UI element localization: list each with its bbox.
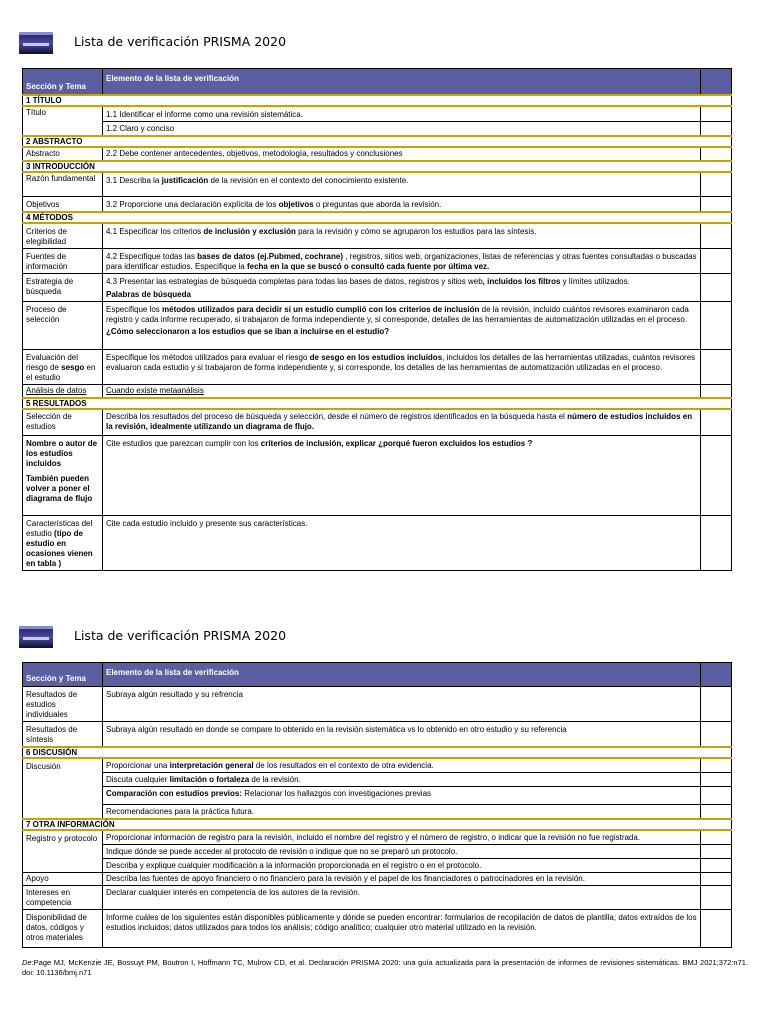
table-row [23,830,732,845]
item-cell [103,758,701,773]
text: Características del estudio [26,518,93,538]
table-row [23,196,732,212]
citation-footer [22,958,748,978]
topic-cell: Discusión [23,758,103,819]
check-cell[interactable] [701,845,732,859]
text: de la revisión. [249,775,301,784]
item-cell [103,350,701,385]
table-row [23,409,732,435]
table-row [23,722,732,748]
bold-text: ¿Cómo seleccionaron a los estudios que se iban a incluirse en el estudio? [106,327,390,336]
check-cell[interactable] [701,274,732,302]
table-row [23,223,732,249]
item-cell [103,409,701,435]
check-cell[interactable] [701,873,732,886]
check-cell[interactable] [701,302,732,350]
topic-cell: Resultados de síntesis [23,722,103,748]
section-title: 4 MÉTODOS [23,212,732,223]
text: 4.1 Especificar los criterios [106,227,204,236]
text: , registros, sitios web, organizaciones, listas de referencias y otras fuentes consultadas o buscadas para identificar estudios. Especifique la [106,252,697,271]
item-cell [103,249,701,274]
table-row [23,773,732,787]
section-row [23,747,732,758]
bold-text: Palabras de búsqueda [106,290,191,299]
topic-cell: Apoyo [23,873,103,886]
topic-cell: Proceso de selección [23,302,103,350]
section-row [23,161,732,172]
bold-text: Comparación con estudios previos: [106,789,243,798]
table-row [23,758,732,773]
bold-text: objetivos [278,199,314,209]
check-cell[interactable] [701,886,732,910]
bold-text: criterios de inclusión, explicar ¿porqué fueron excluidos los estudios ? [260,438,533,448]
checklist-table [22,662,732,948]
item-cell: 2.2 Debe contener antecedentes, objetivos, metodología, resultados y conclusiones [103,147,701,161]
topic-cell: Registro y protocolo [23,830,103,873]
item-cell [103,787,701,805]
citation-text: Page MJ, McKenzie JE, Bossuyt PM, Boutron I, Hoffmann TC, Mulrow CD, et al. Declaración PRISMA 2020: una guía actualizada para la presentación de informes de revisiones sistemáticas. BMJ 2021;372:n71. doi: 10.1136/bmj.n71 [22,958,748,977]
bold-text: bases de datos (ej.Pubmed, cochrane) [197,252,343,261]
text: y límites utilizados. [560,277,630,286]
table-row [23,385,732,399]
bold-text: , incluidos los filtros [482,277,561,286]
text: 4.3 Presentar las estrategias de búsqueda completas para todas las bases de datos, registros y sitios web [106,277,483,286]
bold-text: de inclusión y exclusión [203,227,296,236]
check-cell[interactable] [701,147,732,161]
prisma-logo [19,32,53,54]
text: 3.1 Describa la [106,176,162,185]
item-cell [103,223,701,249]
header-item: Elemento de la lista de verificación [103,663,701,687]
text: en el estudio [26,363,96,382]
item-cell [103,435,701,515]
prisma-logo [19,626,53,648]
table-row [23,147,732,161]
check-cell[interactable] [701,223,732,249]
text: Proporcionar una [106,761,170,770]
table-header-row [23,663,732,687]
item-cell: Cuando existe metaanálisis [103,385,701,399]
table-row [23,910,732,948]
item-cell: Subraya algún resultado y su refrencia [103,687,701,722]
bold-text: de sesgo en los estudios incluidos [309,353,443,362]
text: de los resultados en el contexto de otra evidencia. [253,761,434,770]
item-cell: Describa las fuentes de apoyo financiero o no financiero para la revisión y el papel de los financiadores o patrocinadores en la revisión. [103,873,701,886]
check-cell[interactable] [701,787,732,805]
table-row [23,302,732,350]
check-cell[interactable] [701,805,732,820]
text: 4.2 Especifique todas las [106,252,198,261]
bold-text: fecha en la que se buscó o consultó cada fuente por última vez. [246,262,490,271]
check-cell[interactable] [701,409,732,435]
topic-cell [23,350,103,385]
topic-cell: Objetivos [23,196,103,212]
topic-cell: Fuentes de información [23,249,103,274]
item-cell: Recomendaciones para la práctica futura. [103,805,701,820]
text: Describa los resultados del proceso de búsqueda y selección, desde el número de registros identificados en la búsqueda hasta el [106,412,568,421]
item-cell: 1.2 Claro y conciso [103,122,701,137]
section-row [23,212,732,223]
check-cell[interactable] [701,172,732,196]
page-title: Lista de verificación PRISMA 2020 [74,628,287,643]
header-check [701,69,732,95]
item-cell: Informe cuáles de los siguientes están disponibles públicamente y dónde se pueden encontrar: formularios de recopilación de datos de plantilla; datos extraídos de los estudios incluidos; datos utilizados para todos los análisis; código analítico; cualquier otro material utilizado en la revisión. [103,910,701,948]
topic-cell: Resultados de estudios individuales [23,687,103,722]
section-title: 5 RESULTADOS [23,398,732,409]
check-cell[interactable] [701,435,732,515]
item-cell [103,196,701,212]
check-cell[interactable] [701,773,732,787]
item-cell [103,773,701,787]
table-row [23,350,732,385]
topic-cell: Abstracto [23,147,103,161]
page-header [19,32,719,62]
text: Discuta cualquier [106,775,170,784]
item-cell: Proporcionar información de registro para la revisión, incluido el nombre del registro y el número de registro, o indicar que la revisión no fue registrada. [103,830,701,845]
check-cell[interactable] [701,722,732,748]
check-cell[interactable] [701,830,732,845]
text: o preguntas que aborda la revisión. [313,199,442,209]
bold-text: métodos utilizados para decidir si un estudio cumplió con los criterios de inclusión [162,305,480,314]
check-cell[interactable] [701,515,732,570]
header-item: Elemento de la lista de verificación [103,69,701,95]
topic-cell: Criterios de elegibilidad [23,223,103,249]
table-row [23,122,732,137]
checklist-table [22,68,732,571]
bold-text: limitación o fortaleza [169,775,250,784]
bold-text: También pueden volver a poner el diagrama de flujo [26,473,93,503]
citation-prefix: De: [22,958,34,967]
table-row [23,859,732,873]
section-row [23,95,732,106]
table-header-row [23,69,732,95]
text: Relacionar los hallazgos con investigaciones previas [242,789,432,798]
text: Especifique los métodos utilizados para evaluar el riesgo [106,353,310,362]
item-cell: 1.1 Identificar el informe como una revisión sistemática. [103,106,701,122]
bold-text: número de estudios incluidos en la revisión, idealmente utilizando un diagrama de flujo. [106,412,693,431]
check-cell[interactable] [701,350,732,385]
topic-cell: Disponibilidad de datos, códigos y otros materiales [23,910,103,948]
check-cell[interactable] [701,196,732,212]
section-title: 6 DISCUSIÓN [23,747,732,758]
section-title: 1 TÍTULO [23,95,732,106]
section-title: 3 INTRODUCCIÓN [23,161,732,172]
section-title: 7 OTRA INFORMACIÓN [23,819,732,830]
item-cell: Declarar cualquier interés en competencia de los autores de la revisión. [103,886,701,910]
text: Cite estudios que parezcan cumplir con los [106,438,261,448]
text: de la revisión en el contexto del conocimiento existente. [208,176,409,185]
header-section: Sección y Tema [23,663,103,687]
bold-text: Nombre o autor de los estudios incluidos [26,438,98,468]
check-cell[interactable] [701,249,732,274]
table-row [23,106,732,122]
section-row [23,398,732,409]
topic-cell: Razón fundamental [23,172,103,196]
bold-text: justificación [161,176,209,185]
table-row [23,886,732,910]
check-cell[interactable] [701,859,732,873]
item-cell: Cite cada estudio incluido y presente sus características. [103,515,701,570]
table-row [23,274,732,302]
check-cell[interactable] [701,122,732,137]
header-section: Sección y Tema [23,69,103,95]
topic-cell: Análisis de datos [23,385,103,399]
table-row [23,873,732,886]
check-cell[interactable] [701,687,732,722]
topic-cell: Selección de estudios [23,409,103,435]
topic-cell: Estrategia de búsqueda [23,274,103,302]
text: para la revisión y cómo se agruparon los estudios para las síntesis. [295,227,537,236]
section-row [23,136,732,147]
item-cell [103,172,701,196]
check-cell[interactable] [701,106,732,122]
table-row [23,515,732,570]
table-row [23,172,732,196]
item-cell: Describa y explique cualquier modificación a la información proporcionada en el registro o en el protocolo. [103,859,701,873]
table-row [23,687,732,722]
check-cell[interactable] [701,910,732,948]
text: de la revisión, incluido cuántos revisores examinaron cada registro y cada informe recuperado, si trabajaron de forma independiente y, si corresponde, detalles de las herramientas de automatización utilizadas en el proceso. [106,305,689,324]
bold-text: (tipo de estudio en ocasiones vienen en tabla ) [26,528,93,568]
topic-cell: Título [23,106,103,137]
table-row [23,845,732,859]
header-check [701,663,732,687]
bold-text: sesgo [61,363,85,372]
topic-cell: Intereses en competencia [23,886,103,910]
topic-cell [23,515,103,570]
table-row [23,249,732,274]
table-row [23,787,732,805]
text: , incluidos los detalles de las herramientas utilizadas, cuántos revisores evaluaron cada estudio y si trabajaron de forma independiente y, si corresponde, los detalles de las herramientas de automatización utilizadas en el proceso. [106,353,696,372]
text: Especifique los [106,305,163,314]
item-cell: Indique dónde se puede acceder al protocolo de revisión o indique que no se preparó un protocolo. [103,845,701,859]
section-title: 2 ABSTRACTO [23,136,732,147]
item-cell [103,274,701,302]
text: 3.2 Proporcione una declaración explícita de los [106,199,279,209]
topic-cell [23,435,103,515]
text: Evaluación del riesgo de [26,353,79,372]
section-row [23,819,732,830]
check-cell[interactable] [701,385,732,399]
page-title: Lista de verificación PRISMA 2020 [74,34,287,49]
table-row [23,435,732,515]
check-cell[interactable] [701,758,732,773]
bold-text: interpretación general [169,761,254,770]
page-header [19,626,719,656]
table-row [23,805,732,820]
item-cell [103,302,701,350]
item-cell: Subraya algún resultado en donde se compare lo obtenido en la revisión sistemática vs lo obtenido en otro estudio y su referencia [103,722,701,748]
